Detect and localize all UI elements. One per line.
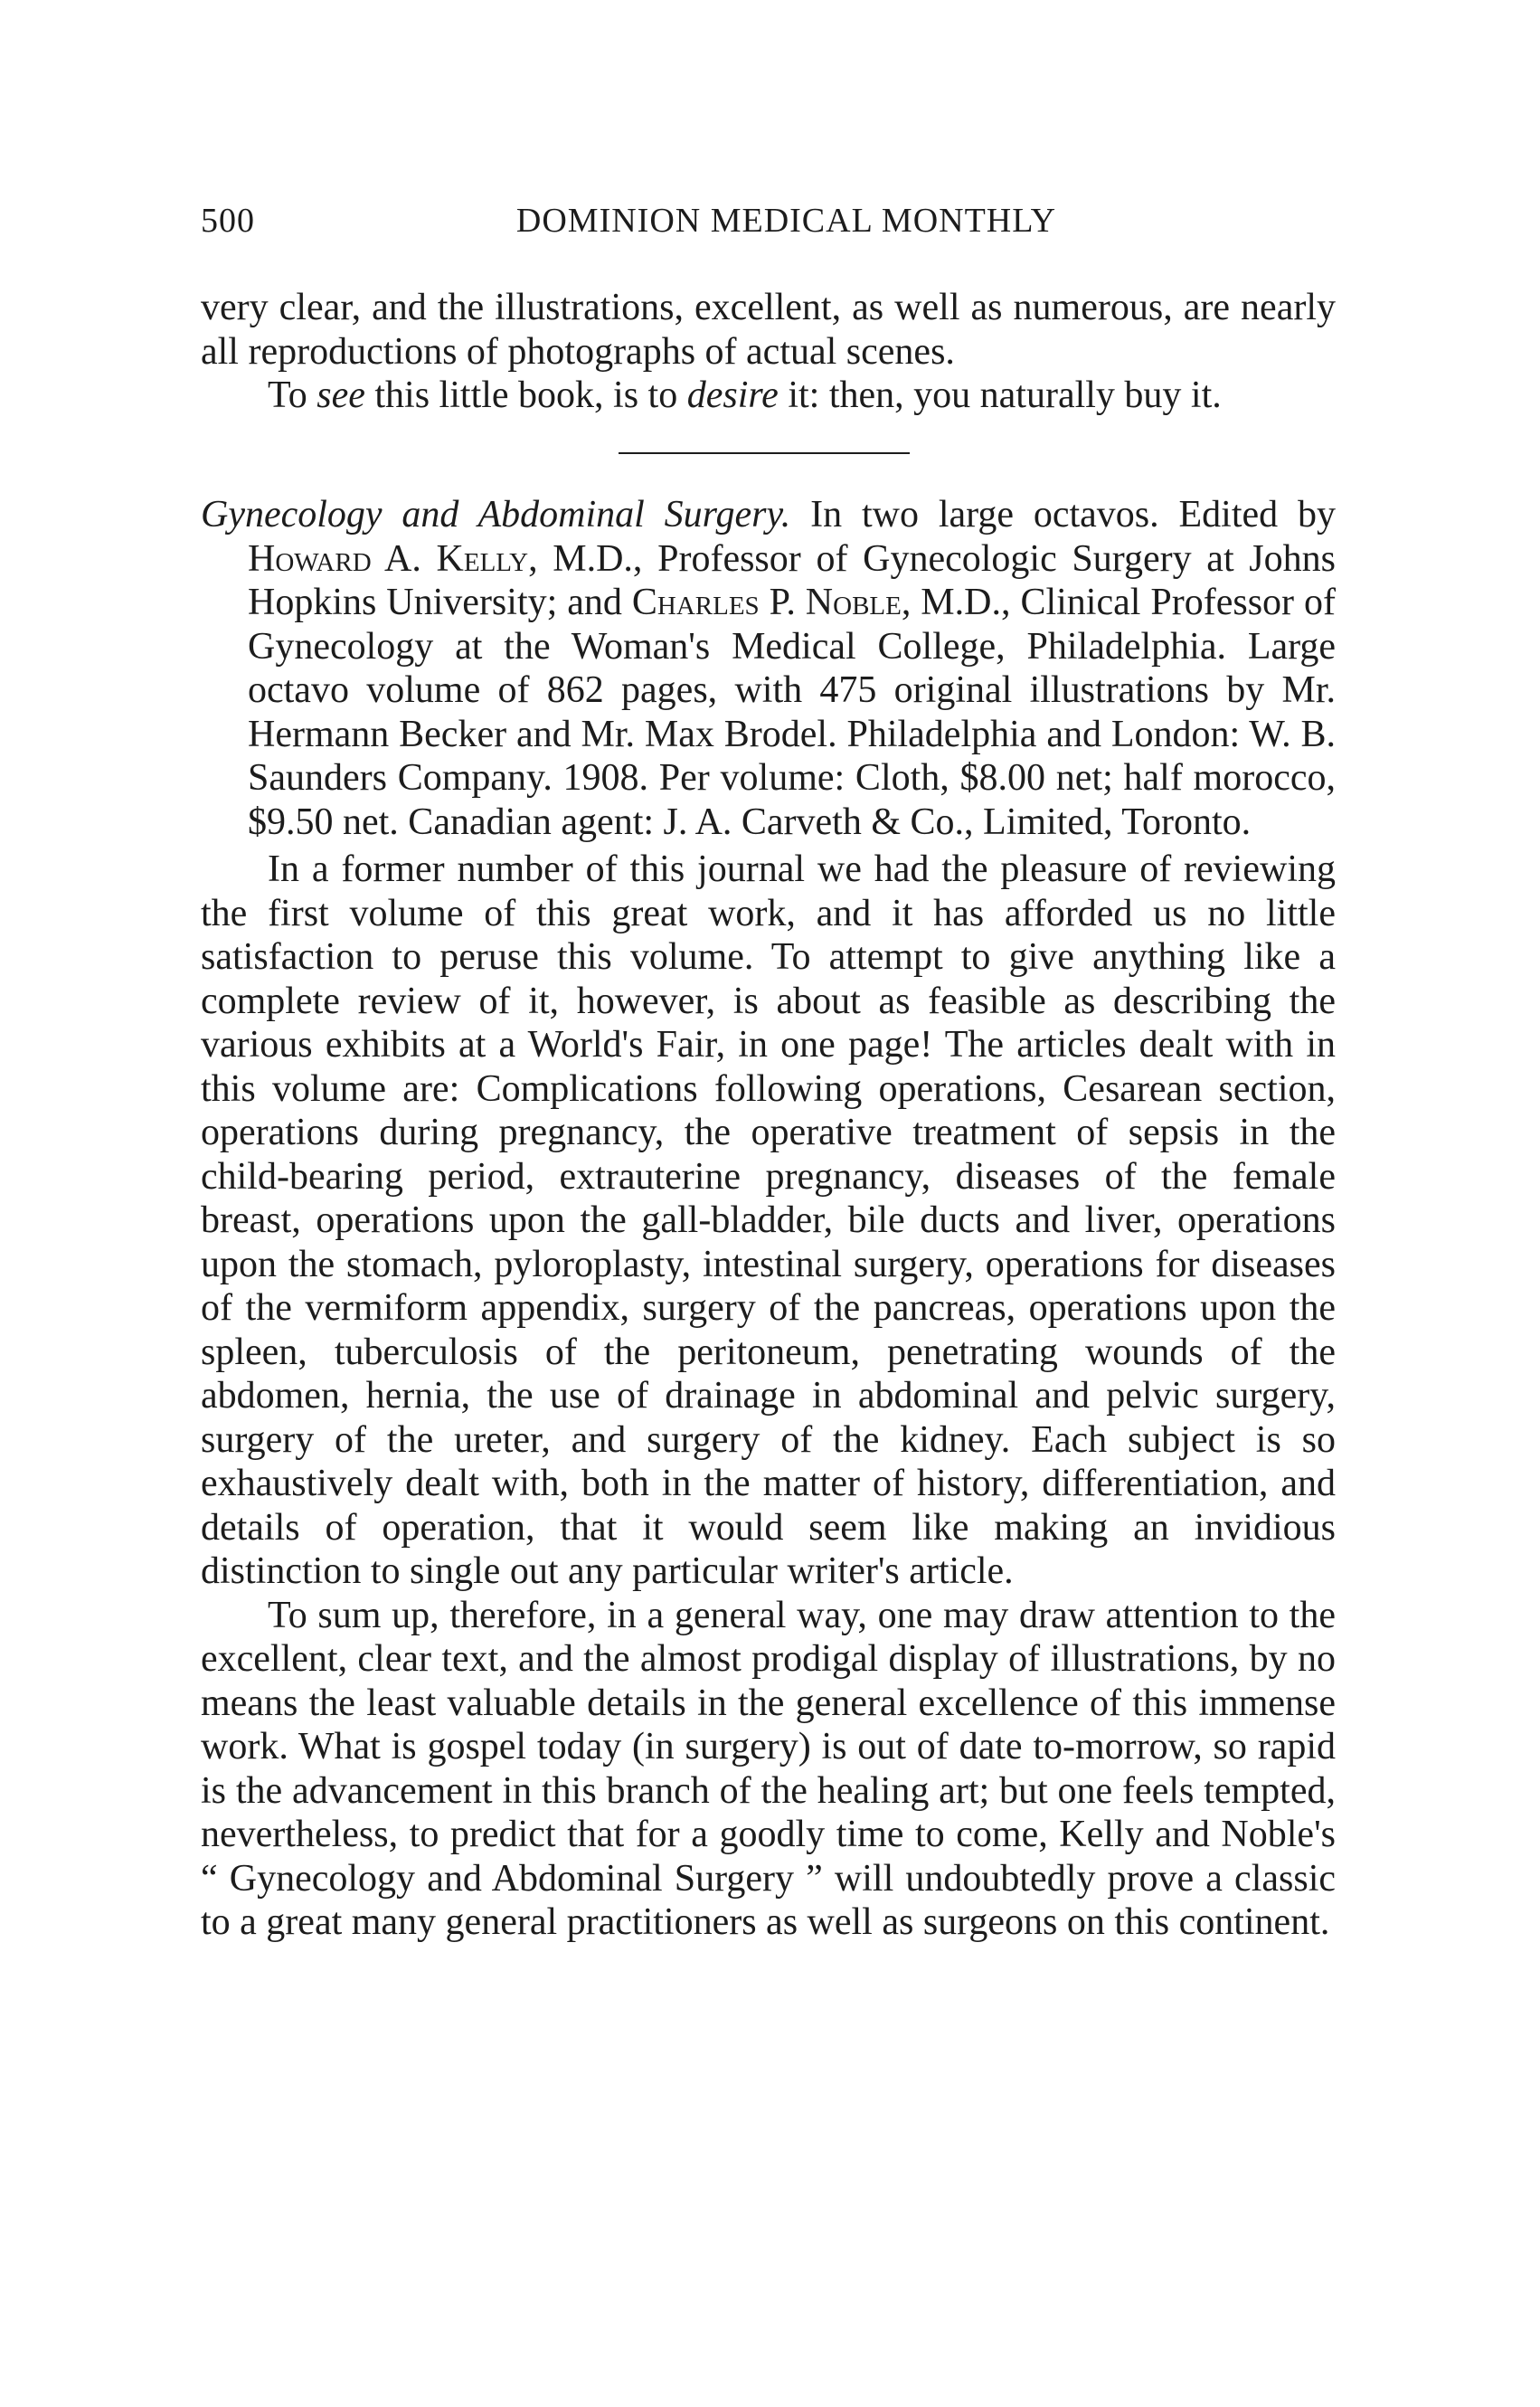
section-divider	[619, 452, 910, 454]
book-review	[201, 493, 1336, 1945]
intro-paragraph-1: very clear, and the illustrations, excellent, as well as numerous, are nearly all reproductions of photographs of actual scenes.	[201, 287, 1336, 373]
intro-text-run: this little book, is to	[364, 374, 687, 416]
journal-title: DOMINION MEDICAL MONTHLY	[515, 202, 1057, 240]
editor-name: Howard A. Kelly,	[248, 537, 538, 580]
entry-text-run: In two large octavos. Edited by	[790, 494, 1336, 535]
intro-paragraph-2	[201, 374, 1336, 418]
review-book-title: Gynecology and Abdominal Surgery.	[201, 494, 791, 535]
entry-text-run: M.D., Professor of Gynecologic Surgery at Johns Hopkins University; and	[248, 537, 1336, 623]
review-paragraph-2: To sum up, therefore, in a general way, one may draw attention to the excellent, clear text, and the almost prodigal display of illustrations, by no means the least valuable details in the general excellence of this immense work. What is gospel today (in surgery) is out of date to-morrow, so rapid is the advancement in this branch of the healing art; but one feels tempted, nevertheless, to predict that for a goodly time to come, Kelly and Noble's “ Gynecology and Abdominal Surgery ” will undoubtedly prove a classic to a great many general practitioners as well as surgeons on this continent.	[201, 1594, 1336, 1943]
entry-text-run: M.D., Clinical Professor of Gynecology at the Woman's Medical College, Philadelphia. Large octavo volume of 862 pages, with 475 original illustrations by Mr. Hermann Becker and Mr. Max Brodel. Philadelphia and London: W. B. Saunders Company. 1908. Per volume: Cloth, $8.00 net; half morocco, $9.50 net. Canadian agent: J. A. Carveth & Co., Limited, Toronto.	[248, 582, 1336, 843]
editor-name: Charles P. Noble,	[631, 582, 912, 623]
intro-emphasis-see: see	[317, 374, 365, 416]
intro-emphasis-desire: desire	[686, 374, 779, 416]
review-paragraph-1: In a former number of this journal we had the pleasure of reviewing the first volume of this great work, and it has afforded us no little satisfaction to peruse this volume. To attempt to give anything like a complete review of it, however, is about as feasible as describing the various exhibits at a World's Fair, in one page! The articles dealt with in this volume are: Complications following operations, Cesarean section, operations during pregnancy, the operative treatment of sepsis in the child-bearing period, extrauterine pregnancy, diseases of the female breast, operations upon the gall-bladder, bile ducts and liver, operations upon the stomach, pyloroplasty, intestinal surgery, operations for diseases of the vermiform appendix, surgery of the pancreas, operations upon the spleen, tuberculosis of the peritoneum, penetrating wounds of the abdomen, hernia, the use of drainage in abdominal and pelvic surgery, surgery of the ureter, and surgery of the kidney. Each subject is so exhaustively dealt with, both in the matter of history, differentiation, and details of operation, that it would seem like making an invidious distinction to single out any particular writer's article.	[201, 848, 1336, 1592]
intro-text-run: To	[268, 374, 317, 416]
intro-text	[201, 286, 1336, 418]
page-number: 500	[201, 202, 255, 240]
running-head	[201, 201, 1336, 246]
bibliographic-entry	[201, 493, 1336, 844]
intro-text-run: it: then, you naturally buy it.	[778, 374, 1222, 416]
